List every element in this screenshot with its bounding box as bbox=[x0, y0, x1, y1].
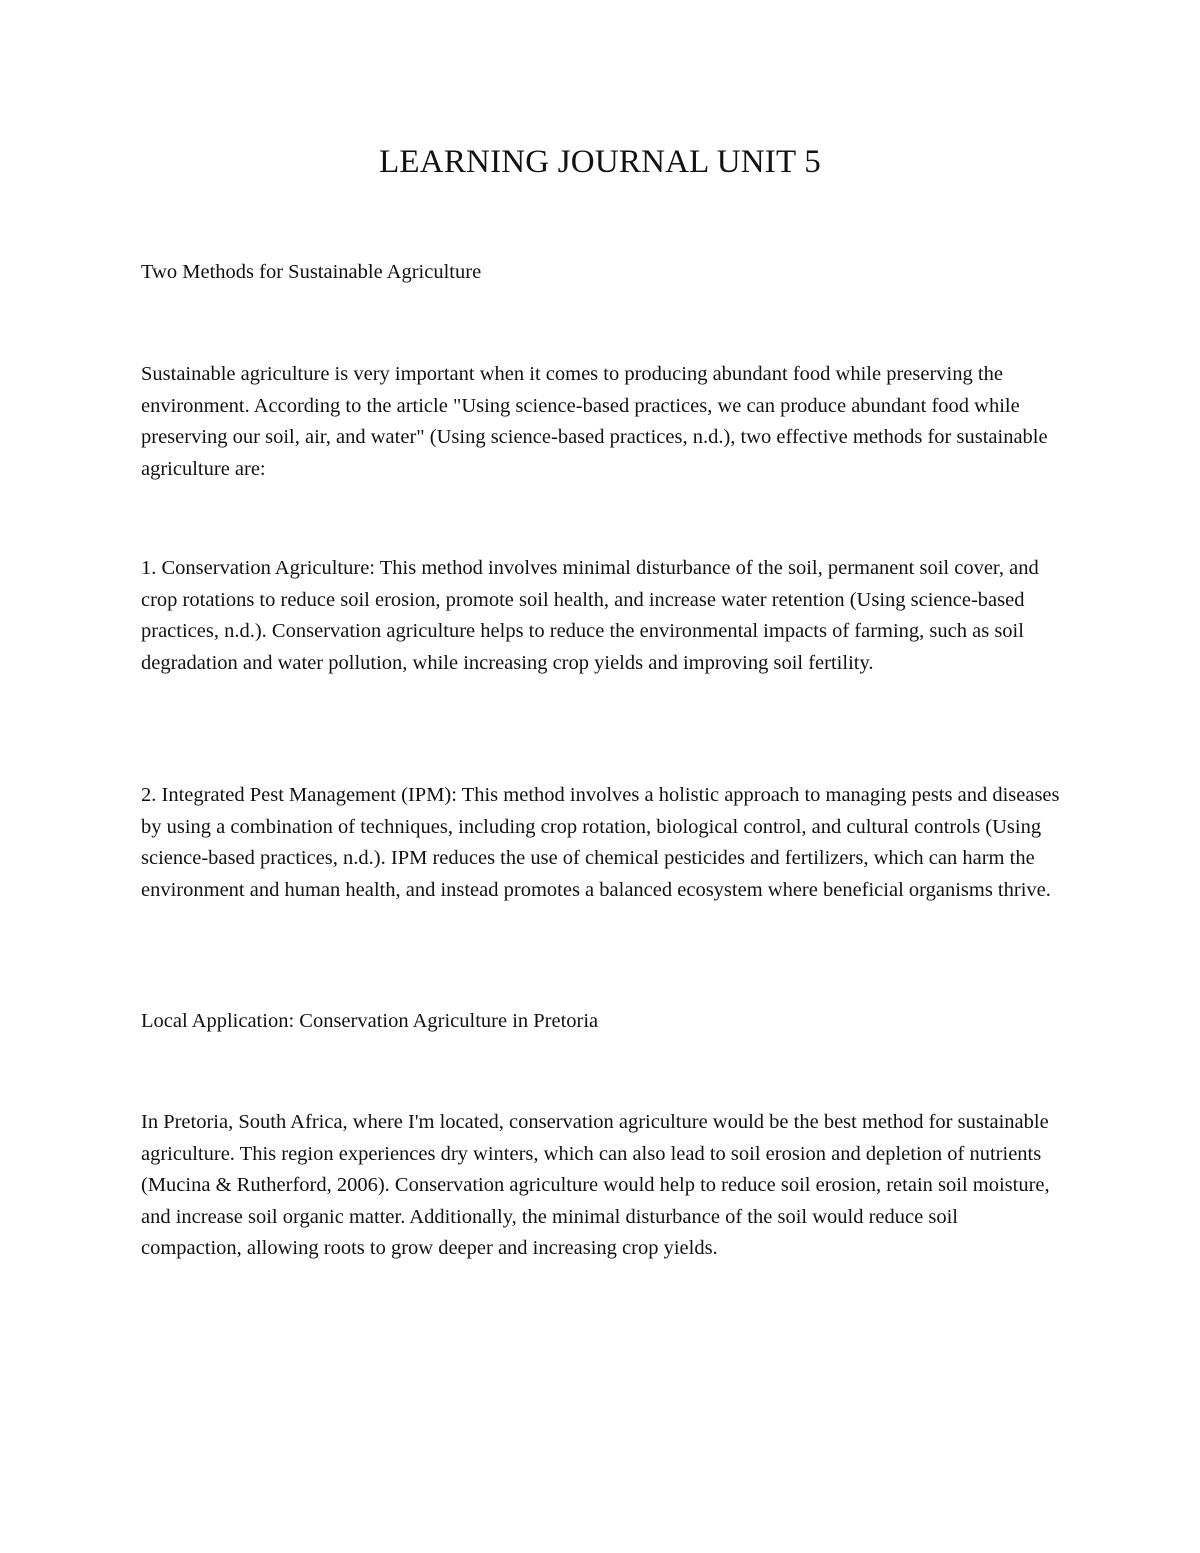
page-title: LEARNING JOURNAL UNIT 5 bbox=[379, 144, 821, 180]
method-2-paragraph: 2. Integrated Pest Management (IPM): This method involves a holistic approach to managing pests and diseases by using a combination of techniques, including crop rotation, biological control, and cultural controls (Using science-based practices, n.d.). IPM reduces the use of chemical pesticides and fertilizers, which can harm the environment and human health, and instead promotes a balanced ecosystem where beneficial organisms thrive. bbox=[141, 784, 1060, 901]
local-application-paragraph: In Pretoria, South Africa, where I'm located, conservation agriculture would be the best method for sustainable agriculture. This region experiences dry winters, which can also lead to soil erosion and depletion of nutrients (Mucina & Rutherford, 2006). Conservation agriculture would help to reduce soil erosion, retain soil moisture, and increase soil organic matter. Additionally, the minimal disturbance of the soil would reduce soil compaction, allowing roots to grow deeper and increasing crop yields. bbox=[141, 1111, 1050, 1259]
section-heading-methods: Two Methods for Sustainable Agriculture bbox=[141, 261, 482, 283]
method-1-paragraph: 1. Conservation Agriculture: This method involves minimal disturbance of the soil, permanent soil cover, and crop rotations to reduce soil erosion, promote soil health, and increase water retention (Using science-based practices, n.d.). Conservation agriculture helps to reduce the environmental impacts of farming, such as soil degradation and water pollution, while increasing crop yields and improving soil fertility. bbox=[141, 557, 1039, 674]
intro-paragraph: Sustainable agriculture is very important when it comes to producing abundant food while preserving the environment. According to the article "Using science-based practices, we can produce abundant food while preserving our soil, air, and water" (Using science-based practices, n.d.), two effective methods for sustainable agriculture are: bbox=[141, 363, 1048, 480]
section-heading-local-application: Local Application: Conservation Agriculture in Pretoria bbox=[141, 1010, 599, 1032]
